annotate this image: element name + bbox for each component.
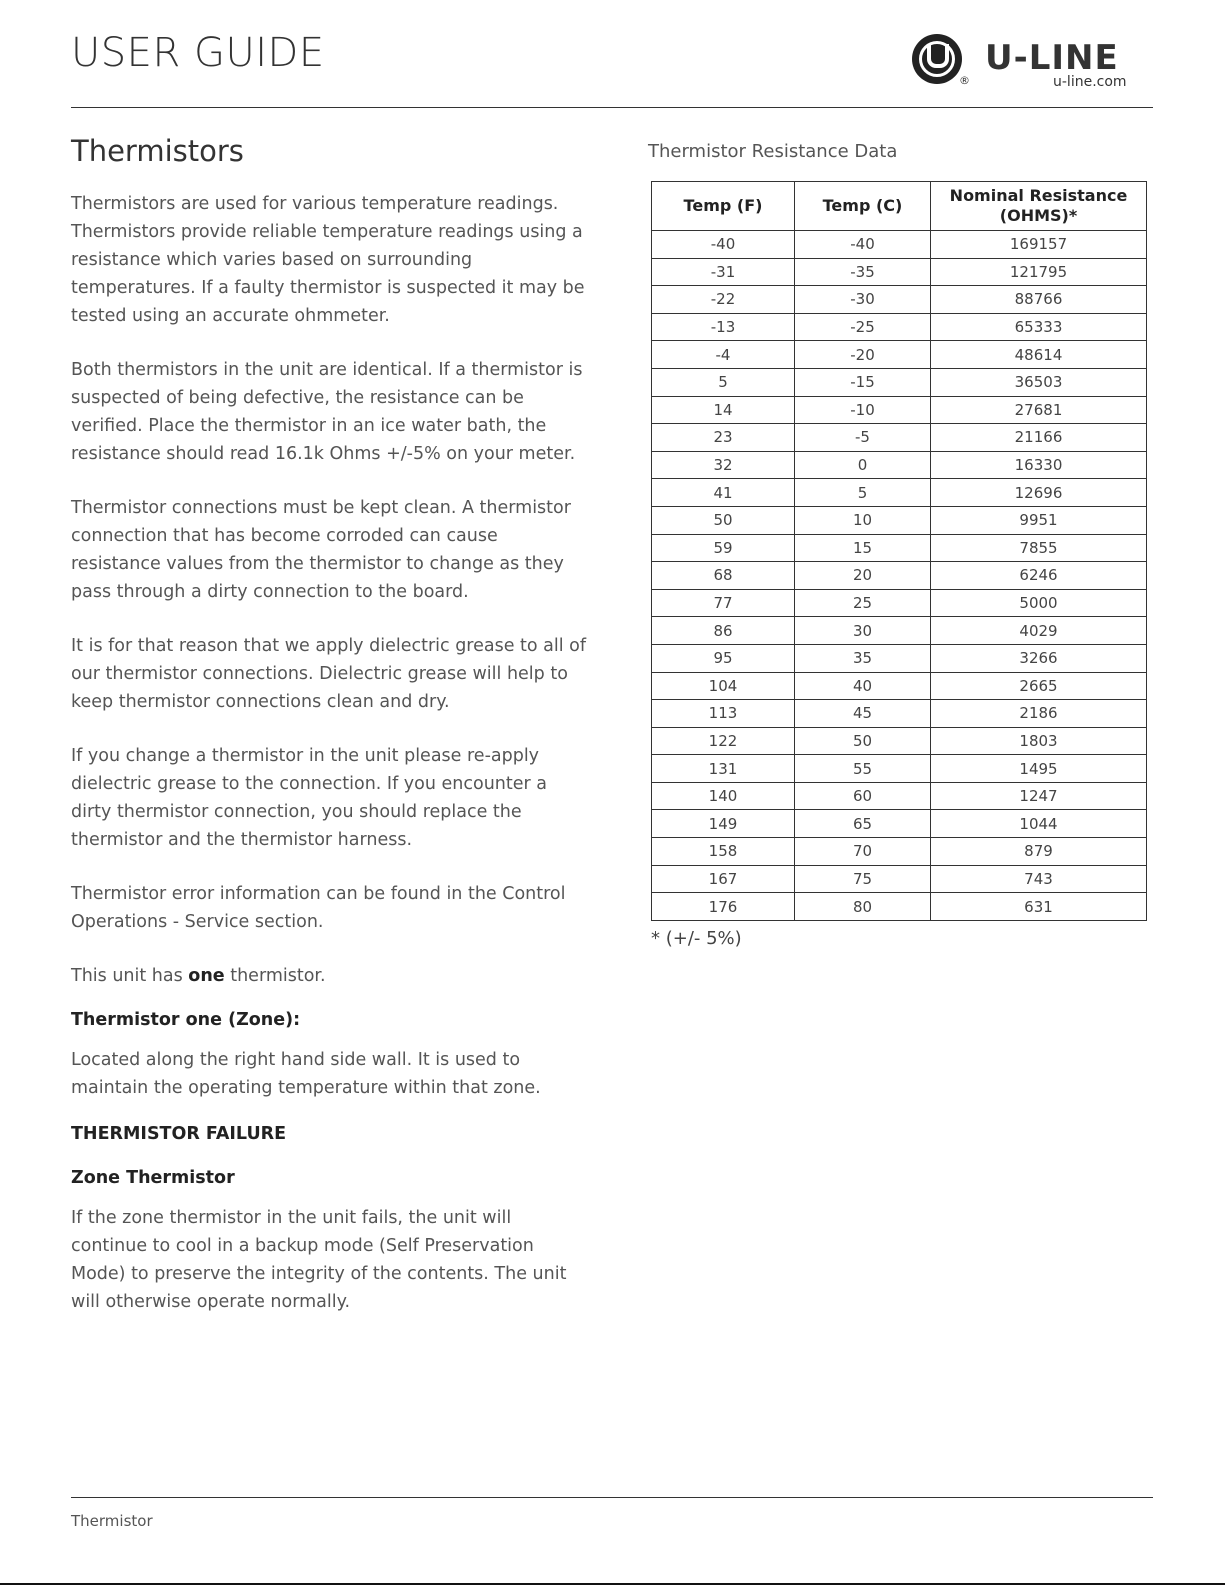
cell-resistance: 743 (931, 865, 1147, 893)
cell-temp-c: -40 (795, 231, 931, 259)
table-row (652, 258, 1147, 286)
table-row (652, 617, 1147, 645)
paragraph-intro: Thermistors are used for various temperature readings. Thermistors provide reliable temperature readings using a resistance which varies based on surrounding temperatures. If a faulty thermistor is suspected it may be tested using an accurate ohmmeter. (71, 194, 585, 326)
paragraph-identical: Both thermistors in the unit are identical. If a thermistor is suspected of being defective, the resistance can be verified. Place the thermistor in an ice water bath, the resistance should read 16.1k Ohms +/-5% on your meter. (71, 360, 583, 464)
cell-temp-c: 5 (795, 479, 931, 507)
cell-temp-f: 122 (652, 727, 795, 755)
cell-temp-c: 55 (795, 755, 931, 783)
footer-divider (71, 1497, 1153, 1498)
table-row (652, 755, 1147, 783)
paragraph-connections: Thermistor connections must be kept clean. A thermistor connection that has become corroded can cause resistance values from the thermistor to change as they pass through a dirty connection to the board. (71, 498, 571, 602)
paragraph-location: Located along the right hand side wall. It is used to maintain the operating temperature within that zone. (71, 1050, 541, 1098)
cell-temp-c: 15 (795, 534, 931, 562)
cell-resistance: 65333 (931, 313, 1147, 341)
cell-temp-f: 77 (652, 589, 795, 617)
cell-temp-f: 176 (652, 893, 795, 921)
cell-temp-c: -5 (795, 424, 931, 452)
cell-resistance: 9951 (931, 506, 1147, 534)
table-row (652, 893, 1147, 921)
cell-resistance: 1803 (931, 727, 1147, 755)
table-row (652, 865, 1147, 893)
cell-temp-f: 14 (652, 396, 795, 424)
cell-temp-c: 35 (795, 644, 931, 672)
main-content (71, 134, 591, 1342)
cell-temp-c: 0 (795, 451, 931, 479)
cell-temp-f: 95 (652, 644, 795, 672)
cell-resistance: 2186 (931, 700, 1147, 728)
table-caption: Thermistor Resistance Data (648, 141, 898, 162)
subheading-failure: THERMISTOR FAILURE (71, 1124, 287, 1144)
table-row (652, 286, 1147, 314)
cell-resistance: 21166 (931, 424, 1147, 452)
cell-resistance: 6246 (931, 562, 1147, 590)
cell-temp-f: 59 (652, 534, 795, 562)
registered-mark: ® (959, 74, 970, 87)
cell-resistance: 88766 (931, 286, 1147, 314)
table-row (652, 396, 1147, 424)
cell-temp-c: 80 (795, 893, 931, 921)
table-row (652, 589, 1147, 617)
cell-temp-f: 32 (652, 451, 795, 479)
paragraph-count (71, 962, 591, 990)
cell-temp-f: 158 (652, 838, 795, 866)
cell-temp-f: 41 (652, 479, 795, 507)
cell-temp-c: 45 (795, 700, 931, 728)
cell-temp-c: -15 (795, 368, 931, 396)
cell-temp-c: 70 (795, 838, 931, 866)
cell-temp-f: 5 (652, 368, 795, 396)
cell-temp-f: 23 (652, 424, 795, 452)
cell-temp-c: -30 (795, 286, 931, 314)
cell-temp-c: -10 (795, 396, 931, 424)
table-header-row (652, 182, 1147, 231)
cell-temp-f: 149 (652, 810, 795, 838)
u-line-logo-icon (912, 34, 962, 84)
cell-resistance: 3266 (931, 644, 1147, 672)
header-temp-f: Temp (F) (652, 182, 795, 231)
cell-resistance: 5000 (931, 589, 1147, 617)
header-divider (71, 107, 1153, 108)
cell-resistance: 7855 (931, 534, 1147, 562)
cell-resistance: 36503 (931, 368, 1147, 396)
cell-temp-c: -20 (795, 341, 931, 369)
table-row (652, 479, 1147, 507)
header-temp-c: Temp (C) (795, 182, 931, 231)
cell-temp-c: 10 (795, 506, 931, 534)
table-row (652, 727, 1147, 755)
cell-temp-c: -25 (795, 313, 931, 341)
cell-resistance: 16330 (931, 451, 1147, 479)
table-row (652, 810, 1147, 838)
paragraph-error-info: Thermistor error information can be found in the Control Operations - Service section. (71, 884, 566, 932)
count-text-post: thermistor. (224, 966, 326, 986)
cell-temp-f: -13 (652, 313, 795, 341)
cell-temp-f: 104 (652, 672, 795, 700)
cell-resistance: 4029 (931, 617, 1147, 645)
cell-temp-f: 50 (652, 506, 795, 534)
page-header-title: USER GUIDE (71, 30, 325, 76)
table-row (652, 424, 1147, 452)
cell-temp-c: 20 (795, 562, 931, 590)
paragraph-grease: It is for that reason that we apply dielectric grease to all of our thermistor connections. Dielectric grease will help to keep thermistor connections clean and dry. (71, 636, 587, 712)
cell-resistance: 48614 (931, 341, 1147, 369)
cell-temp-f: 68 (652, 562, 795, 590)
cell-resistance: 121795 (931, 258, 1147, 286)
table-row (652, 534, 1147, 562)
table-row (652, 672, 1147, 700)
cell-temp-f: -40 (652, 231, 795, 259)
cell-temp-f: 140 (652, 782, 795, 810)
cell-resistance: 169157 (931, 231, 1147, 259)
cell-temp-f: -4 (652, 341, 795, 369)
cell-resistance: 1495 (931, 755, 1147, 783)
table-row (652, 368, 1147, 396)
cell-temp-f: 167 (652, 865, 795, 893)
count-text-pre: This unit has (71, 966, 189, 986)
cell-resistance: 12696 (931, 479, 1147, 507)
cell-resistance: 1247 (931, 782, 1147, 810)
table-row (652, 782, 1147, 810)
cell-resistance: 631 (931, 893, 1147, 921)
paragraph-replace: If you change a thermistor in the unit please re-apply dielectric grease to the connection. If you encounter a dirty thermistor connection, you should replace the thermistor and the thermistor harness. (71, 746, 547, 850)
cell-temp-c: -35 (795, 258, 931, 286)
section-title: Thermistors (71, 134, 244, 168)
cell-resistance: 27681 (931, 396, 1147, 424)
resistance-table (651, 181, 1147, 921)
count-value: one (188, 966, 225, 986)
cell-temp-c: 65 (795, 810, 931, 838)
table-row (652, 313, 1147, 341)
u-line-logo (912, 34, 1152, 94)
cell-temp-f: 131 (652, 755, 795, 783)
cell-temp-f: 113 (652, 700, 795, 728)
brand-name: U-LINE (985, 38, 1119, 78)
cell-temp-f: -22 (652, 286, 795, 314)
subheading-zone-thermistor: Zone Thermistor (71, 1168, 235, 1188)
subheading-thermistor-one: Thermistor one (Zone): (71, 1010, 301, 1030)
cell-temp-f: 86 (652, 617, 795, 645)
cell-temp-c: 30 (795, 617, 931, 645)
cell-resistance: 2665 (931, 672, 1147, 700)
header-resistance: Nominal Resistance (OHMS)* (931, 182, 1147, 231)
table-row (652, 231, 1147, 259)
table-row (652, 644, 1147, 672)
footer-label: Thermistor (71, 1512, 153, 1530)
table-row (652, 838, 1147, 866)
table-body (652, 231, 1147, 921)
table-row (652, 700, 1147, 728)
cell-temp-c: 60 (795, 782, 931, 810)
cell-resistance: 879 (931, 838, 1147, 866)
cell-temp-c: 25 (795, 589, 931, 617)
table-row (652, 341, 1147, 369)
table-footnote: * (+/- 5%) (651, 928, 742, 949)
cell-temp-c: 50 (795, 727, 931, 755)
cell-resistance: 1044 (931, 810, 1147, 838)
paragraph-zone-failure: If the zone thermistor in the unit fails, the unit will continue to cool in a backup mode (Self Preservation Mode) to preserve the integrity of the contents. The unit will otherwise operate normally. (71, 1208, 567, 1312)
cell-temp-c: 40 (795, 672, 931, 700)
cell-temp-c: 75 (795, 865, 931, 893)
table-row (652, 506, 1147, 534)
table-row (652, 451, 1147, 479)
table-row (652, 562, 1147, 590)
brand-url: u-line.com (1053, 74, 1127, 90)
cell-temp-f: -31 (652, 258, 795, 286)
